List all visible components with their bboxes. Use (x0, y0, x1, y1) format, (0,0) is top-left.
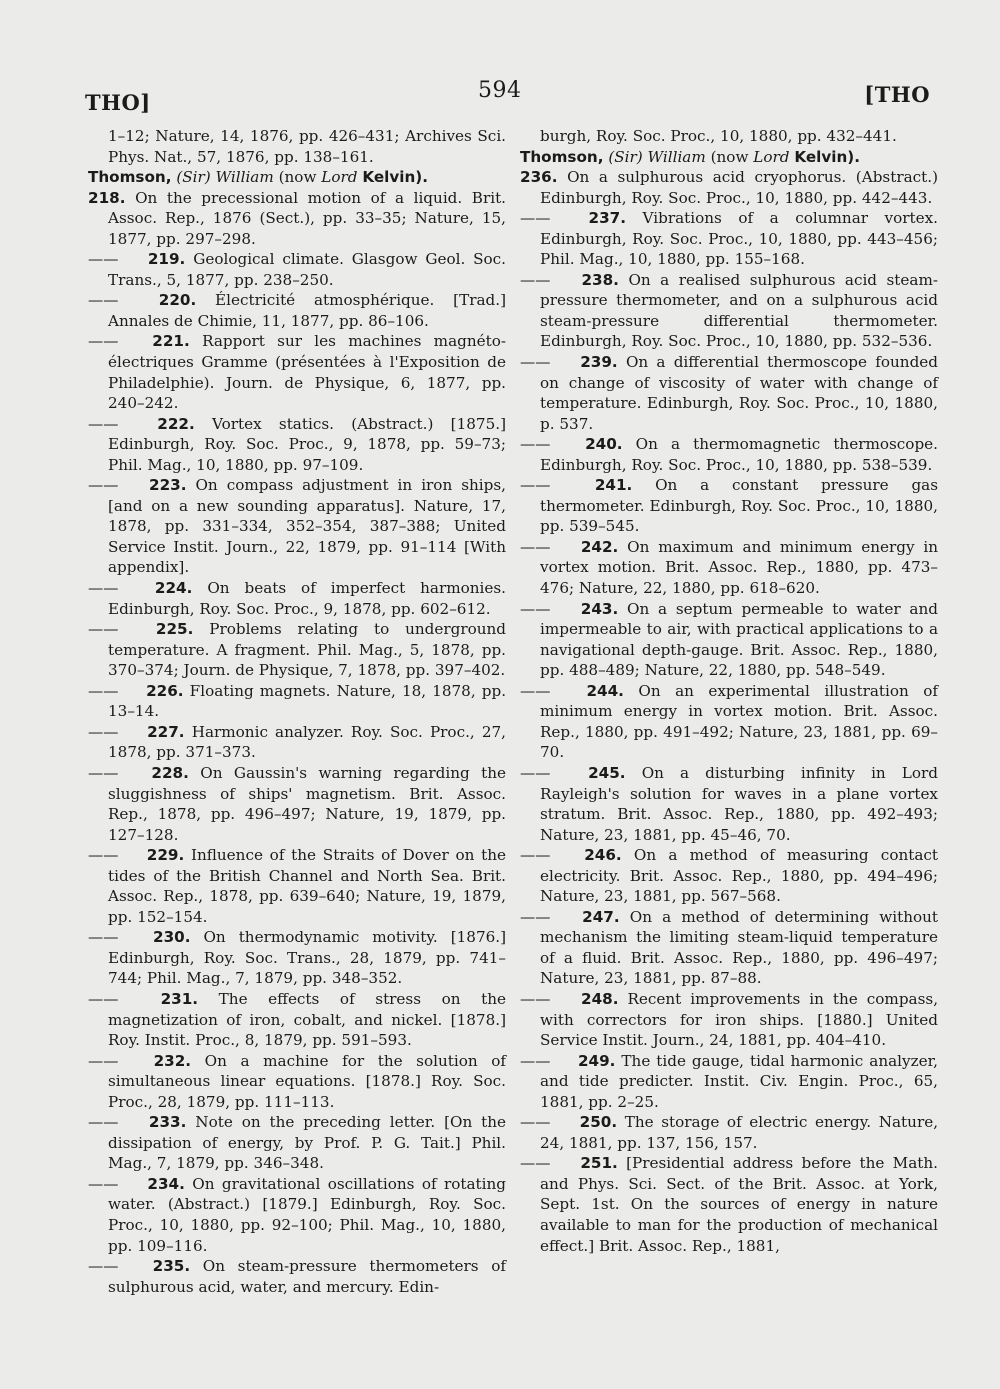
entry-text: On a thermomagnetic thermoscope. Edinburgh, Roy. Soc. Proc., 10, 1880, pp. 538–539. (540, 435, 938, 474)
entry-dash: —— (520, 353, 551, 372)
bibliography-entry (88, 249, 506, 290)
entry-text: On the precessional motion of a liquid. Brit. Assoc. Rep., 1876 (Sect.), pp. 33–35; Nature, 15, 1877, pp. 297–298. (108, 188, 507, 248)
author-heading (520, 147, 938, 168)
entry-number: 218. (88, 188, 126, 207)
entry-number: 235. (152, 1257, 191, 1276)
bibliography-entry (88, 188, 506, 250)
entry-dash: —— (88, 291, 119, 310)
entry-dash: —— (88, 763, 119, 782)
bibliography-entry (88, 290, 506, 331)
entry-text: The storage of electric energy. Nature, 24, 1881, pp. 137, 156, 157. (540, 1113, 939, 1152)
entry-dash: —— (88, 332, 119, 351)
bibliography-entry (520, 352, 938, 434)
entry-number: 231. (160, 989, 199, 1008)
running-head-left: THO] (85, 90, 151, 115)
entry-dash: —— (88, 722, 119, 741)
entry-number: 225. (155, 620, 194, 639)
entry-number: 249. (577, 1051, 616, 1070)
bibliography-entry (520, 989, 938, 1051)
author-title: (Sir) (176, 168, 211, 187)
entry-dash: —— (88, 989, 119, 1008)
author-surname: Thomson, (88, 168, 172, 187)
entry-dash: —— (88, 250, 119, 269)
entry-text: On an experimental illustration of minimum energy in vortex motion. Brit. Assoc. Rep., 1880, pp. 491–492; Nature, 23, 1881, pp. 69–70. (540, 681, 939, 762)
entry-text: Geological climate. Glasgow Geol. Soc. Trans., 5, 1877, pp. 238–250. (108, 250, 507, 289)
entry-dash: —— (520, 537, 551, 556)
author-lord: Lord (753, 147, 790, 166)
entry-text: Rapport sur les machines magnéto-électriques Gramme (présentées à l'Exposition de Philadelphie). Journ. de Physique, 6, 1877, pp. 240–242. (108, 332, 506, 413)
running-head-right: [THO (864, 82, 930, 107)
entry-continuation: burgh, Roy. Soc. Proc., 10, 1880, pp. 432–441. (540, 127, 897, 145)
entry-number: 219. (147, 250, 186, 269)
entry-dash: —— (520, 599, 551, 618)
author-given-name: William (215, 168, 274, 187)
author-surname: Thomson, (520, 147, 604, 166)
entry-number: 243. (580, 599, 619, 618)
bibliography-entry (520, 1153, 938, 1256)
bibliography-entry (88, 414, 506, 476)
entry-number: 251. (580, 1154, 618, 1173)
entry-number: 247. (582, 907, 620, 926)
bibliography-entry (520, 1112, 938, 1153)
entry-number: 250. (579, 1113, 618, 1132)
entry-number: 245. (588, 763, 626, 782)
entry-number: 230. (153, 928, 191, 947)
bibliography-entry (520, 763, 938, 845)
entry-dash: —— (520, 763, 551, 782)
bibliography-entry (88, 1051, 506, 1113)
entry-number: 228. (151, 763, 189, 782)
bibliography-entry (520, 167, 938, 208)
bibliography-entry (88, 845, 506, 927)
bibliography-entry (88, 475, 506, 578)
entry-text: Problems relating to underground temperature. A fragment. Phil. Mag., 5, 1878, pp. 370–374; Journ. de Physique, 7, 1878, pp. 397–402. (108, 620, 507, 680)
author-heading (88, 167, 506, 188)
entry-dash: —— (520, 681, 551, 700)
entry-dash: —— (88, 620, 119, 639)
page-number: 594 (478, 78, 522, 103)
author-title: (Sir) (608, 147, 643, 166)
entry-dash: —— (520, 1051, 551, 1070)
entry-number: 222. (157, 414, 195, 433)
entry-number: 244. (586, 681, 624, 700)
entry-text: Électricité atmosphérique. [Trad.] Annales de Chimie, 11, 1877, pp. 86–106. (108, 291, 506, 330)
entry-dash: —— (88, 846, 119, 865)
entry-dash: —— (88, 1257, 119, 1276)
entry-number: 226. (146, 681, 184, 700)
entry-dash: —— (88, 681, 119, 700)
bibliography-entry (88, 681, 506, 722)
bibliography-entry (88, 989, 506, 1051)
bibliography-entry (88, 927, 506, 989)
bibliography-entry (520, 270, 938, 352)
bibliography-entry (88, 578, 506, 619)
entry-number: 234. (147, 1174, 185, 1193)
entry-dash: —— (520, 209, 551, 228)
author-title-name: Kelvin). (362, 168, 428, 187)
author-lord: Lord (321, 168, 358, 187)
entry-number: 238. (581, 270, 619, 289)
bibliography-entry (520, 845, 938, 907)
entry-text: On a realised sulphurous acid steam-pressure thermometer, and on a sulphurous acid steam-pressure differential thermometer. Edinburgh, Roy. Soc. Proc., 10, 1880, pp. 532–536. (540, 270, 938, 351)
entry-text: On steam-pressure thermometers of sulphurous acid, water, and mercury. Edin- (108, 1257, 507, 1296)
entry-dash: —— (520, 476, 551, 495)
entry-number: 240. (585, 435, 623, 454)
entry-dash: —— (520, 1154, 551, 1173)
bibliography-entry (520, 907, 938, 989)
author-note: (now (278, 168, 317, 187)
entry-number: 220. (158, 291, 197, 310)
entry-text: On thermodynamic motivity. [1876.] Edinburgh, Roy. Soc. Trans., 28, 1879, pp. 741–744; Phil. Mag., 7, 1879, pp. 348–352. (108, 928, 507, 988)
entry-dash: —— (88, 1113, 119, 1132)
bibliography-entry (88, 1256, 506, 1297)
bibliography-entry (520, 681, 938, 763)
bibliography-entry (88, 1112, 506, 1174)
author-note: (now (710, 147, 749, 166)
entry-dash: —— (88, 1051, 119, 1070)
bibliography-entry (520, 208, 938, 270)
entry-number: 224. (154, 579, 193, 598)
entry-number: 246. (584, 846, 622, 865)
entry-number: 236. (520, 168, 558, 187)
bibliography-entry (520, 599, 938, 681)
entry-number: 241. (594, 476, 633, 495)
entry-text: On compass adjustment in iron ships, [and on a new sounding apparatus]. Nature, 17, 1878, pp. 331–334, 352–354, 387–388; United Service Instit. Journ., 22, 1879, pp. 91–114 [With appendix]. (108, 476, 507, 577)
left-column (88, 126, 506, 1297)
author-title-name: Kelvin). (794, 147, 860, 166)
entry-text: On maximum and minimum energy in vortex motion. Brit. Assoc. Rep., 1880, pp. 473–476; Nature, 22, 1880, pp. 618–620. (540, 537, 939, 598)
entry-text: On a constant pressure gas thermometer. Edinburgh, Roy. Soc. Proc., 10, 1880, pp. 539–545. (540, 476, 939, 536)
entry-dash: —— (88, 414, 119, 433)
entry-dash: —— (520, 270, 551, 289)
entry-text: The tide gauge, tidal harmonic analyzer, and tide predicter. Instit. Civ. Engin. Proc., 65, 1881, pp. 2–25. (540, 1051, 939, 1111)
entry-dash: —— (520, 1113, 551, 1132)
entry-dash: —— (88, 928, 119, 947)
entry-text: On Gaussin's warning regarding the sluggishness of ships' magnetism. Brit. Assoc. Rep., 1878, pp. 496–497; Nature, 19, 1879, pp. 127–128. (108, 763, 507, 844)
bibliography-entry (88, 722, 506, 763)
entry-text: The effects of stress on the magnetization of iron, cobalt, and nickel. [1878.] Roy. Instit. Proc., 8, 1879, pp. 591–593. (108, 989, 506, 1050)
entry-number: 229. (146, 846, 185, 865)
entry-number: 242. (580, 537, 619, 556)
entry-continuation: 1–12; Nature, 14, 1876, pp. 426–431; Archives Sci. Phys. Nat., 57, 1876, pp. 138–161. (108, 127, 506, 166)
entry-text: On a method of measuring contact electricity. Brit. Assoc. Rep., 1880, pp. 494–496; Nature, 23, 1881, pp. 567–568. (540, 846, 939, 906)
entry-text: On a sulphurous acid cryophorus. (Abstract.) Edinburgh, Roy. Soc. Proc., 10, 1880, pp. 442–443. (540, 168, 938, 207)
entry-number: 248. (581, 989, 619, 1008)
entry-text: On a method of determining without mechanism the limiting steam-liquid temperature of a fluid. Brit. Assoc. Rep., 1880, pp. 496–497; Nature, 23, 1881, pp. 87–88. (540, 907, 938, 988)
entry-dash: —— (88, 579, 119, 598)
entry-dash: —— (88, 476, 119, 495)
entry-dash: —— (520, 435, 551, 454)
entry-dash: —— (88, 1174, 119, 1193)
entry-text: Floating magnets. Nature, 18, 1878, pp. 13–14. (108, 681, 507, 721)
bibliography-entry (520, 1051, 938, 1113)
entry-number: 227. (147, 722, 185, 741)
bibliography-entry (88, 1174, 506, 1256)
entry-text: On a disturbing infinity in Lord Rayleigh's solution for waves in a plane vortex stratum. Brit. Assoc. Rep., 1880, pp. 492–493; Nature, 23, 1881, pp. 45–46, 70. (540, 763, 939, 844)
right-column (520, 126, 938, 1256)
entry-text: On a machine for the solution of simultaneous linear equations. [1878.] Roy. Soc. Proc., 28, 1879, pp. 111–113. (108, 1051, 507, 1111)
entry-number: 232. (153, 1051, 192, 1070)
entry-text: Vortex statics. (Abstract.) [1875.] Edinburgh, Roy. Soc. Proc., 9, 1878, pp. 59–73; Phil. Mag., 10, 1880, pp. 97–109. (108, 414, 506, 474)
entry-number: 239. (580, 353, 618, 372)
bibliography-entry (520, 434, 938, 475)
bibliography-entry (520, 475, 938, 537)
entry-text: Influence of the Straits of Dover on the tides of the British Channel and North Sea. Brit. Assoc. Rep., 1878, pp. 639–640; Nature, 19, 1879, pp. 152–154. (108, 846, 507, 926)
entry-dash: —— (520, 989, 551, 1008)
entry-text: Note on the preceding letter. [On the dissipation of energy, by Prof. P. G. Tait.] Phil. Mag., 7, 1879, pp. 346–348. (108, 1113, 507, 1173)
bibliography-entry (520, 537, 938, 599)
entry-number: 237. (588, 209, 627, 228)
entry-text: Harmonic analyzer. Roy. Soc. Proc., 27, 1878, pp. 371–373. (108, 722, 506, 762)
entry-text: On beats of imperfect harmonies. Edinburgh, Roy. Soc. Proc., 9, 1878, pp. 602–612. (108, 579, 506, 618)
bibliography-entry (88, 331, 506, 413)
entry-text: On gravitational oscillations of rotating water. (Abstract.) [1879.] Edinburgh, Roy. Soc. Proc., 10, 1880, pp. 92–100; Phil. Mag., 10, 1880, pp. 109–116. (108, 1174, 507, 1255)
entry-number: 233. (148, 1113, 187, 1132)
entry-text: Vibrations of a columnar vortex. Edinburgh, Roy. Soc. Proc., 10, 1880, pp. 443–456; Phil. Mag., 10, 1880, pp. 155–168. (540, 209, 938, 269)
entry-number: 223. (149, 476, 187, 495)
author-given-name: William (647, 147, 706, 166)
entry-text: On a differential thermoscope founded on change of viscosity of water with change of temperature. Edinburgh, Roy. Soc. Proc., 10, 1880, p. 537. (540, 353, 939, 433)
bibliography-entry (88, 619, 506, 681)
entry-dash: —— (520, 907, 551, 926)
entry-text: [Presidential address before the Math. and Phys. Sci. Sect. of the Brit. Assoc. at York, Sept. 1st. On the sources of energy in nature available to man for the production of mechanical effect.] Brit. Assoc. Rep., 1881, (540, 1154, 939, 1255)
entry-text: Recent improvements in the compass, with correctors for iron ships. [1880.] United Service Instit. Journ., 24, 1881, pp. 404–410. (540, 989, 939, 1050)
bibliography-entry (88, 763, 506, 845)
entry-text: On a septum permeable to water and impermeable to air, with practical applications to a navigational depth-gauge. Brit. Assoc. Rep., 1880, pp. 488–489; Nature, 22, 1880, pp. 548–549. (540, 599, 938, 680)
entry-number: 221. (152, 332, 190, 351)
entry-dash: —— (520, 846, 551, 865)
